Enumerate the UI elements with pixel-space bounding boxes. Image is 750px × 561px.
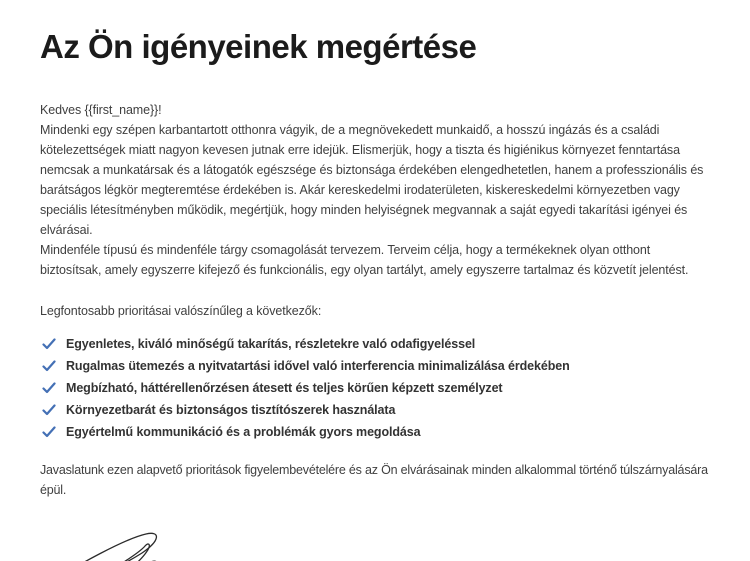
priorities-list [40,335,710,445]
priority-item [40,401,710,423]
page-title: Az Ön igényeinek megértése [40,28,477,65]
priority-item [40,379,710,401]
body-text-block [40,100,712,280]
priorities-heading: Legfontosabb prioritásai valószínűleg a következők: [40,304,322,319]
checkmark-icon [42,425,56,438]
body-paragraph-1: Mindenki egy szépen karbantartott otthonra vágyik, de a megnövekedett munkaidő, a hosszú ingázás és a családi kötelezettségek miatt nagyon kevesen jutnak erre idejük. Elismerjük, hogy a tiszta és higiénikus környezet fenntartása nemcsak a munkatársak és a látogatók egészsége és biztonsága érdekében elengedhetetlen, hanem a professzionális és barátságos légkör megteremtése érdekében is. Akár kereskedelmi irodaterületen, kiskereskedelmi környezetben vagy speciális létesítményben működik, megértjük, hogy minden helyiségnek megvannak a saját egyedi takarítási igényei és elvárásai. [40,123,704,238]
priority-item [40,335,710,357]
priority-item-label: Rugalmas ütemezés a nyitvatartási idővel való interferencia minimalizálása érdekében [66,359,570,374]
priority-item-label: Megbízható, háttérellenőrzésen átesett és teljes körűen képzett személyzet [66,381,503,396]
body-paragraph-2: Mindenféle típusú és mindenféle tárgy csomagolását tervezem. Terveim célja, hogy a termékeknek olyan otthont biztosítsak, amely egyszerre kifejező és funkcionális, egy olyan tartályt, amely egyszerre tartalmaz és közvetít jelentést. [40,243,689,278]
checkmark-icon [42,337,56,350]
priority-item [40,357,710,379]
priority-item-label: Egyértelmű kommunikáció és a problémák gyors megoldása [66,425,421,440]
greeting-line: Kedves {{first_name}}! [40,103,162,118]
signature-scribble [48,526,183,561]
checkmark-icon [42,403,56,416]
priority-item [40,423,710,445]
checkmark-icon [42,381,56,394]
closing-paragraph: Javaslatunk ezen alapvető prioritások figyelembevételére és az Ön elvárásainak minden alkalommal történő túlszárnyalására épül. [40,463,708,498]
checkmark-icon [42,359,56,372]
priority-item-label: Környezetbarát és biztonságos tisztítószerek használata [66,403,396,418]
priority-item-label: Egyenletes, kiváló minőségű takarítás, részletekre való odafigyeléssel [66,337,476,352]
